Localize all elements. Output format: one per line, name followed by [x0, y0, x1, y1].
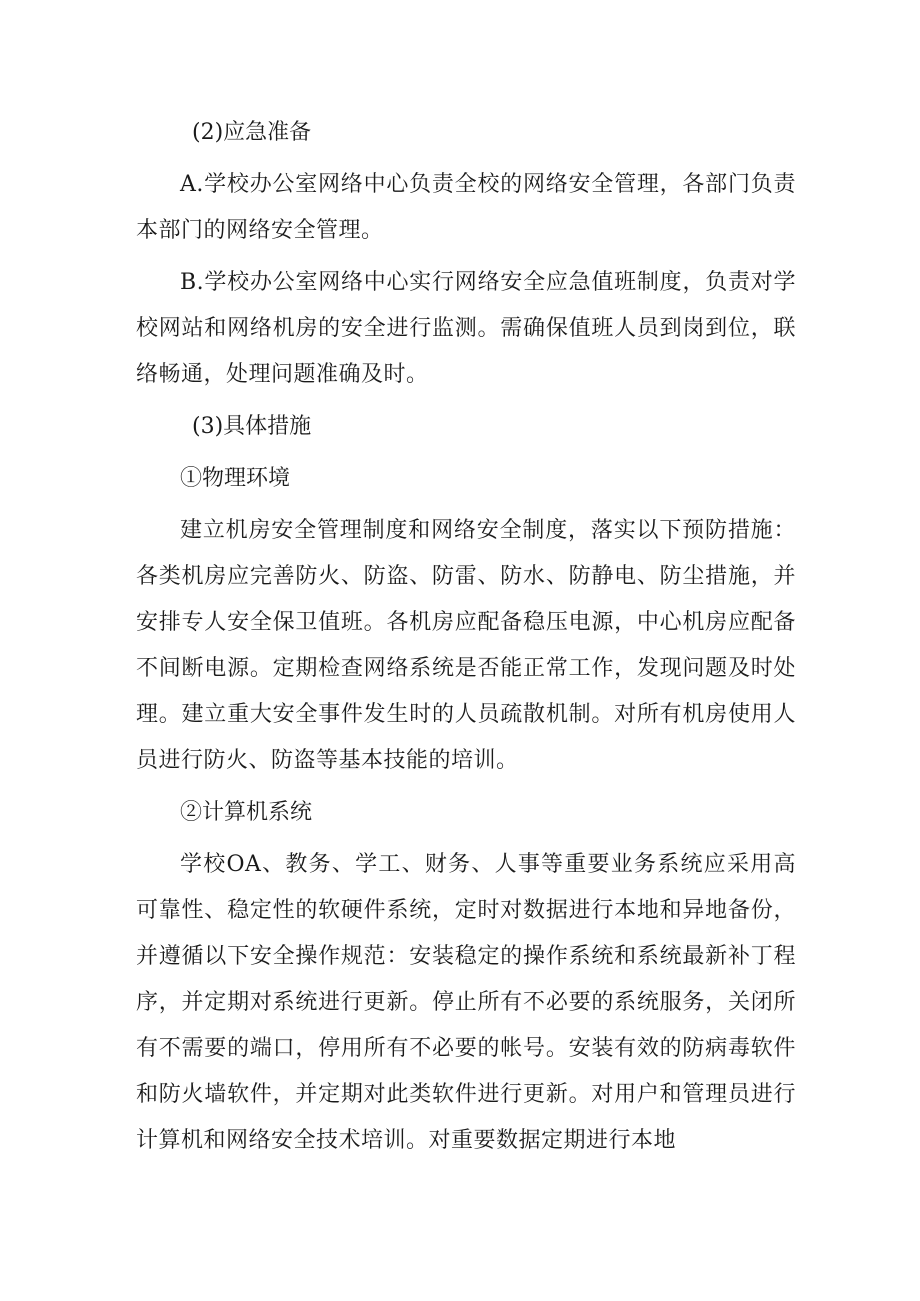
section-3-heading: (3)具体措施 [192, 414, 312, 439]
subsection-2-paragraph: 学校OA、教务、学工、财务、人事等重要业务系统应采用高可靠性、稳定性的软硬件系统，定时对数据进行本地和异地备份，并遵循以下安全操作规范：安装稳定的操作系统和系统最新补丁程序，并定期对系统进行更新。停止所有不必要的系统服务，关闭所有不需要的端口，停用所有不必要的帐号。安装有效的防病毒软件和防火墙软件，并定期对此类软件进行更新。对用户和管理员进行计算机和网络安全技术培训。对重要数据定期进行本地 [136, 852, 796, 1153]
subsection-1-heading: ①物理环境 [180, 466, 291, 491]
section-2-paragraph-a: A.学校办公室网络中心负责全校的网络安全管理，各部门负责本部门的网络安全管理。 [136, 172, 796, 243]
subsection-2-heading: ②计算机系统 [180, 800, 313, 825]
section-2-heading: (2)应急准备 [192, 120, 312, 145]
subsection-1-paragraph: 建立机房安全管理制度和网络安全制度，落实以下预防措施：各类机房应完善防火、防盗、防雷、防水、防静电、防尘措施，并安排专人安全保卫值班。各机房应配备稳压电源，中心机房应配备不间断电源。定期检查网络系统是否能正常工作，发现问题及时处理。建立重大安全事件发生时的人员疏散机制。对所有机房使用人员进行防火、防盗等基本技能的培训。 [136, 518, 796, 773]
section-2-paragraph-b: B.学校办公室网络中心实行网络安全应急值班制度，负责对学校网站和网络机房的安全进行监测。需确保值班人员到岗到位，联络畅通，处理问题准确及时。 [136, 270, 796, 387]
document-body [136, 110, 796, 1164]
